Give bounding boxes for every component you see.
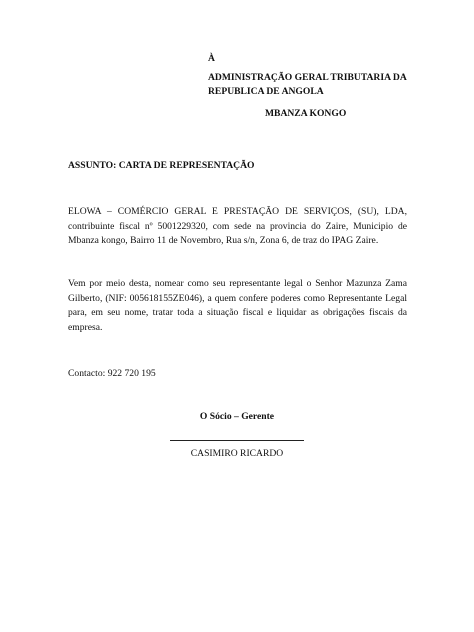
representation-paragraph-text: Vem por meio desta, nomear como seu representante legal o Senhor Mazunza Zama Gilberto, (NIF: 005618155ZE046), a quem confere poderes como Representante Legal para, em seu nome, tratar toda a situação fiscal e liquidar as obrigações fiscais da empresa. — [68, 278, 407, 333]
salutation: À — [208, 53, 215, 64]
company-paragraph — [68, 205, 407, 249]
signature-role: O Sócio – Gerente — [199, 411, 275, 422]
contact-line: Contacto: 922 720 195 — [68, 368, 156, 379]
signature-name: CASIMIRO RICARDO — [190, 448, 284, 459]
subject-line: ASSUNTO: CARTA DE REPRESENTAÇÃO — [68, 160, 255, 171]
recipient-line-1: ADMINISTRAÇÃO GERAL TRIBUTARIA DA — [208, 72, 407, 83]
company-paragraph-text: ELOWA – COMÉRCIO GERAL E PRESTAÇÃO DE SERVIÇOS, (SU), LDA, contribuinte fiscal nº 5001229320, com sede na provincia do Zaire, Municipio de Mbanza kongo, Bairro 11 de Novembro, Rua s/n, Zona 6, de traz do IPAG Zaire. — [68, 206, 407, 247]
signature-line — [170, 440, 304, 441]
recipient-location: MBANZA KONGO — [265, 108, 347, 119]
representation-paragraph — [68, 277, 407, 335]
recipient-line-2: REPUBLICA DE ANGOLA — [208, 86, 324, 97]
